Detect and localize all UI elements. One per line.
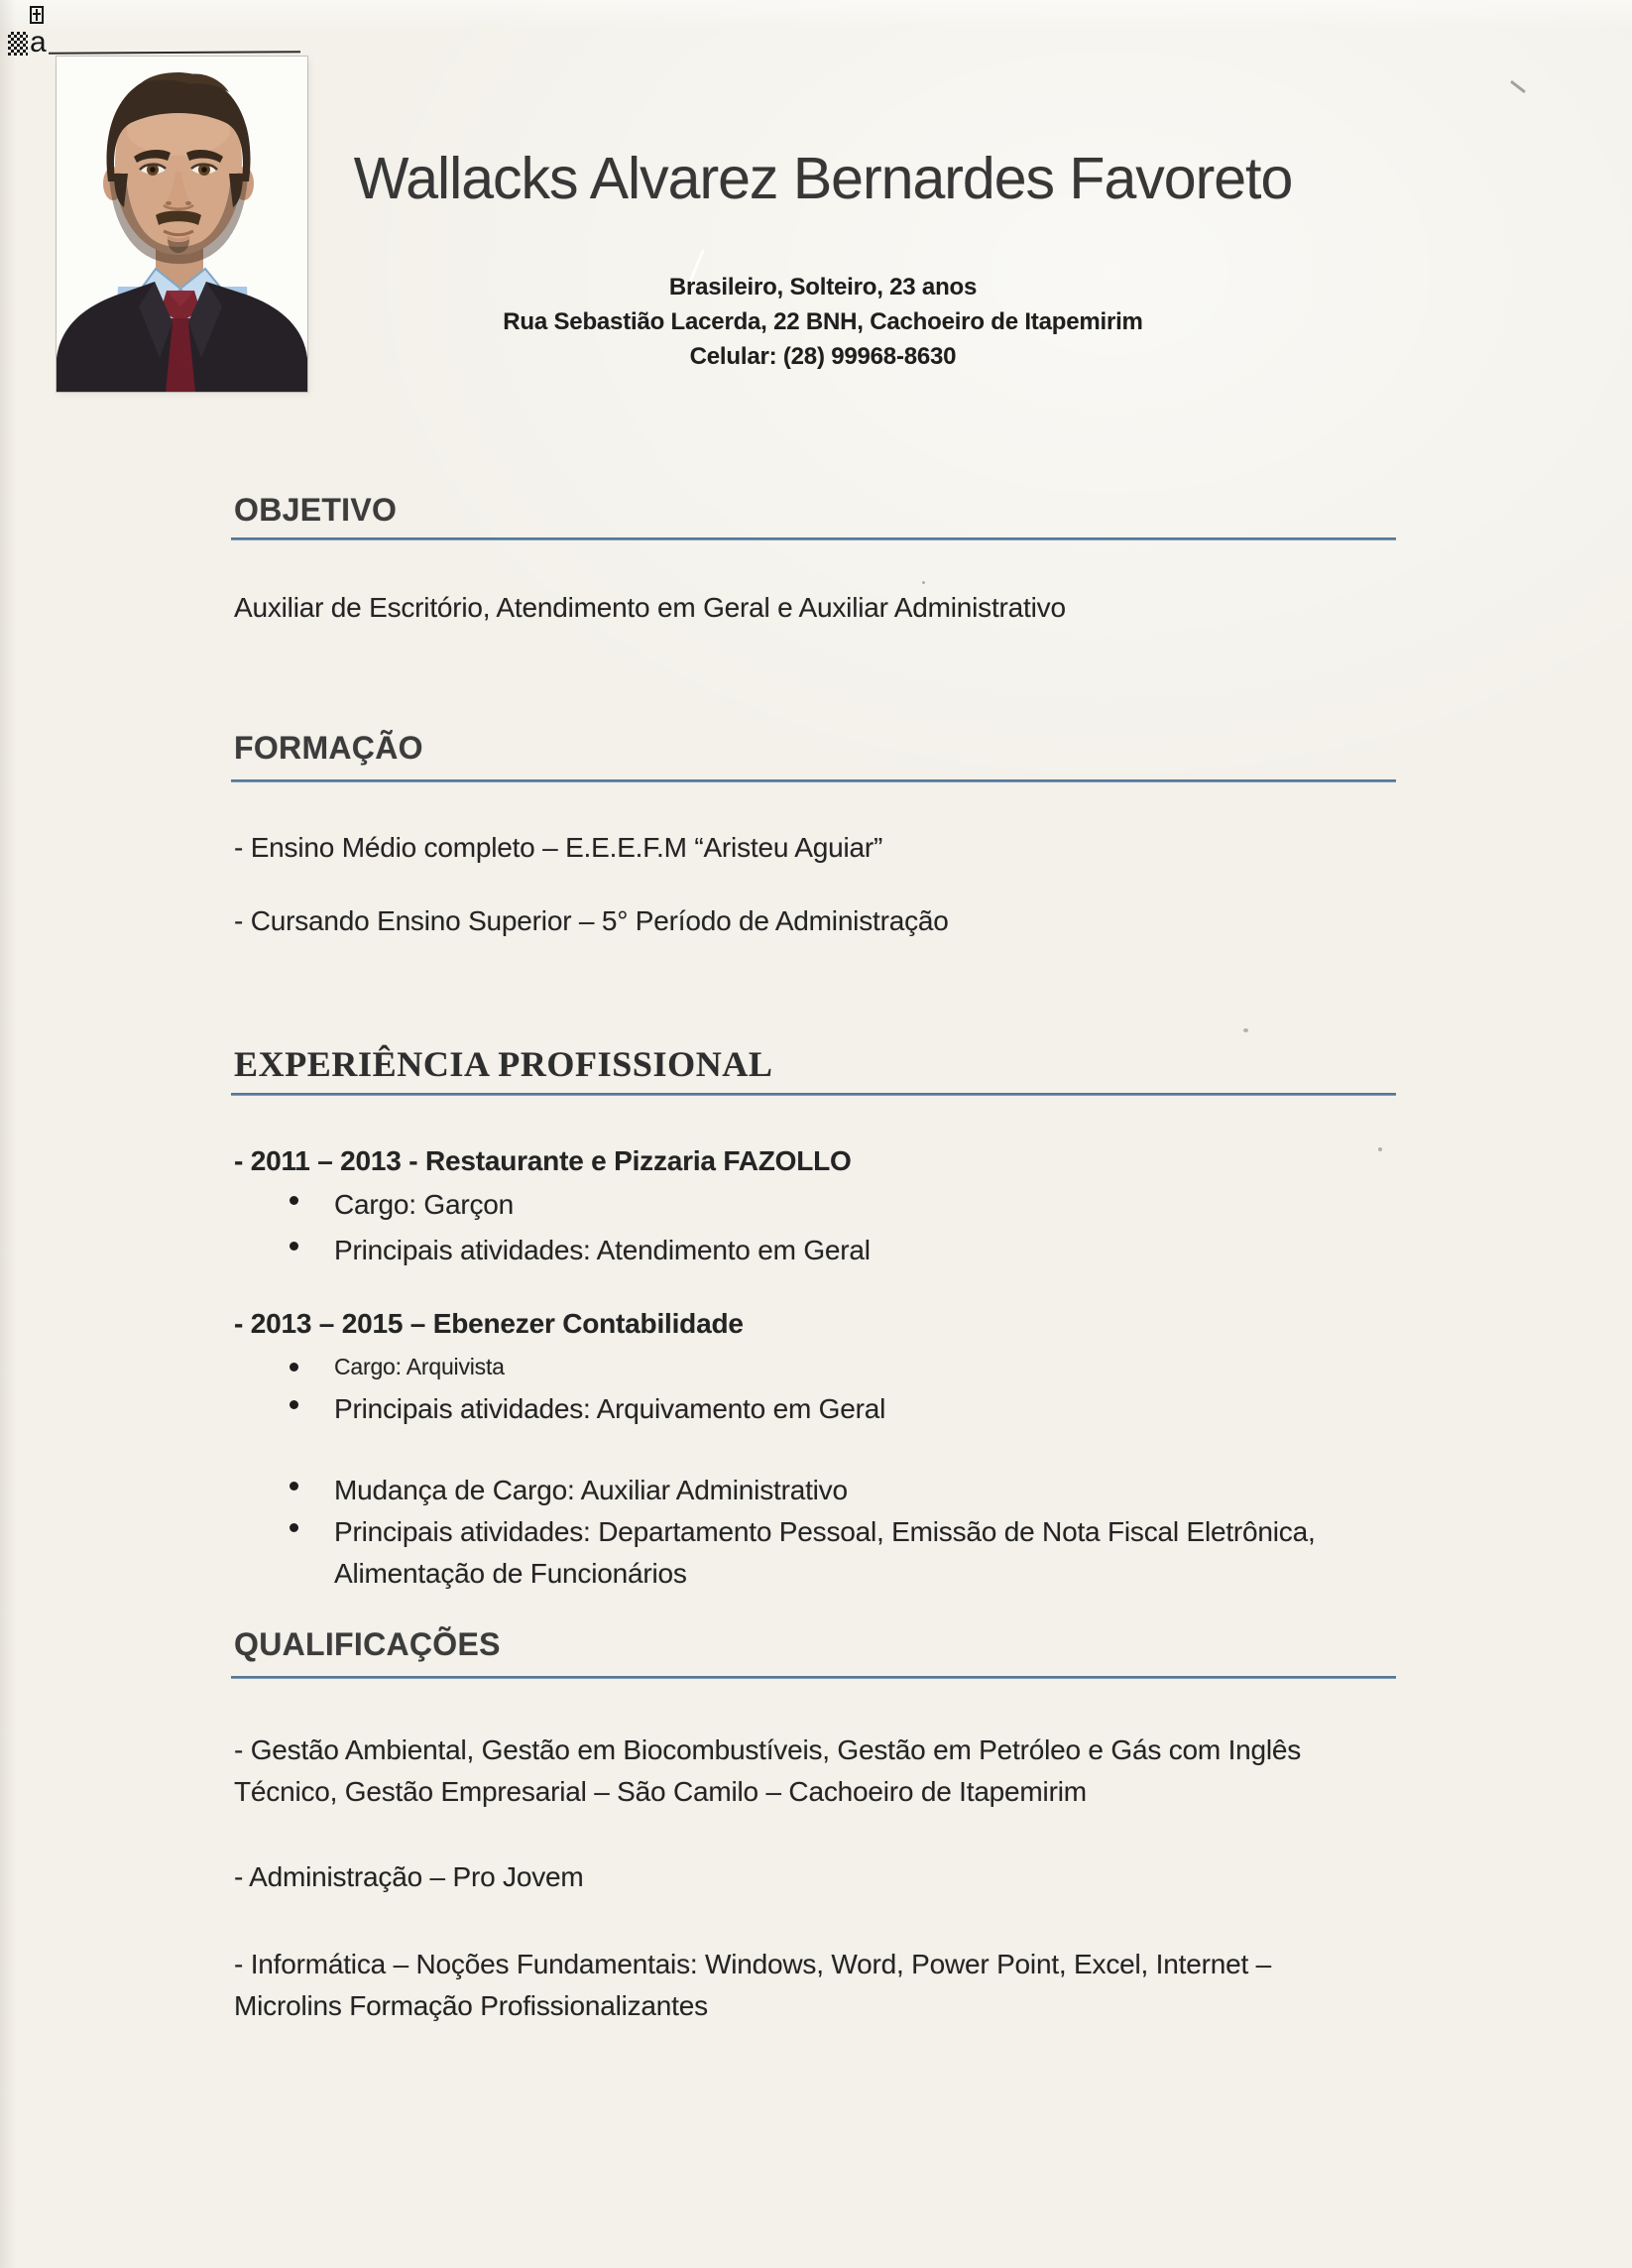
scan-speck bbox=[1243, 1028, 1248, 1032]
section-title-experiencia: EXPERIÊNCIA PROFISSIONAL bbox=[234, 1044, 773, 1084]
section-rule-formacao bbox=[231, 779, 1396, 782]
scan-speck bbox=[922, 581, 925, 584]
job-title: - 2013 – 2015 – Ebenezer Contabilidade bbox=[234, 1308, 744, 1339]
bullet-dot bbox=[290, 1482, 298, 1491]
portrait-illustration bbox=[57, 57, 307, 392]
job-bullet-text: Cargo: Garçon bbox=[334, 1189, 515, 1220]
job-bullet bbox=[288, 1388, 1408, 1430]
section-title-objetivo: OBJETIVO bbox=[234, 492, 398, 528]
objetivo-text: Auxiliar de Escritório, Atendimento em Geral e Auxiliar Administrativo bbox=[234, 592, 1066, 623]
contact-block bbox=[319, 270, 1327, 374]
formacao-item: - Ensino Médio completo – E.E.E.F.M “Aristeu Aguiar” bbox=[234, 832, 883, 863]
job-bullet-text: Principais atividades: Arquivamento em Geral bbox=[334, 1393, 886, 1424]
scan-scratch-mark bbox=[1510, 80, 1526, 93]
qualificacao-item: - Administração – Pro Jovem bbox=[234, 1861, 584, 1892]
job-bullet bbox=[288, 1230, 1408, 1271]
formacao-item: - Cursando Ensino Superior – 5° Período de Administração bbox=[234, 905, 949, 936]
job-bullet bbox=[288, 1351, 1408, 1382]
section-rule-experiencia bbox=[231, 1093, 1396, 1096]
section-title-qualificacoes: QUALIFICAÇÕES bbox=[234, 1626, 501, 1662]
bullet-dot bbox=[290, 1242, 298, 1251]
scan-speck bbox=[1378, 1147, 1382, 1151]
job-bullet bbox=[288, 1511, 1408, 1595]
job-bullet-text: Principais atividades: Atendimento em Geral bbox=[334, 1235, 871, 1265]
scan-artifact-line bbox=[49, 51, 300, 55]
bullet-dot bbox=[290, 1196, 298, 1205]
portrait-photo bbox=[57, 57, 307, 392]
scan-artifact-glyph bbox=[30, 6, 44, 24]
scan-artifact-checker bbox=[8, 32, 28, 56]
section-title-formacao: FORMAÇÃO bbox=[234, 730, 423, 766]
section-rule-objetivo bbox=[231, 537, 1396, 540]
bullet-dot bbox=[290, 1363, 298, 1372]
job-bullet bbox=[288, 1470, 1408, 1511]
qualificacao-item: - Gestão Ambiental, Gestão em Biocombustíveis, Gestão em Petróleo e Gás com Inglês Técnico, Gestão Empresarial – São Camilo – Cachoeiro de Itapemirim bbox=[234, 1734, 1302, 1807]
section-rule-qualificacoes bbox=[231, 1676, 1396, 1679]
job-bullet bbox=[288, 1184, 1408, 1226]
contact-address: Rua Sebastião Lacerda, 22 BNH, Cachoeiro de Itapemirim bbox=[503, 308, 1143, 335]
job-bullet-text: Cargo: Arquivista bbox=[334, 1354, 505, 1379]
bullet-dot bbox=[290, 1400, 298, 1409]
qualificacao-item: - Informática – Noções Fundamentais: Windows, Word, Power Point, Excel, Internet – Microlins Formação Profissionalizantes bbox=[234, 1949, 1271, 2021]
job-bullet-text: Principais atividades: Departamento Pessoal, Emissão de Nota Fiscal Eletrônica, Alimentação de Funcionários bbox=[334, 1516, 1316, 1589]
scan-artifact-letter: a bbox=[30, 26, 47, 59]
contact-nationality: Brasileiro, Solteiro, 23 anos bbox=[668, 274, 978, 300]
job-title: - 2011 – 2013 - Restaurante e Pizzaria FAZOLLO bbox=[234, 1145, 852, 1176]
contact-phone: Celular: (28) 99968-8630 bbox=[689, 343, 957, 370]
bullet-dot bbox=[290, 1523, 298, 1532]
candidate-name: Wallacks Alvarez Bernardes Favoreto bbox=[353, 146, 1293, 211]
scan-artifact-corner bbox=[8, 26, 47, 59]
job-bullet-text: Mudança de Cargo: Auxiliar Administrativo bbox=[334, 1475, 848, 1505]
